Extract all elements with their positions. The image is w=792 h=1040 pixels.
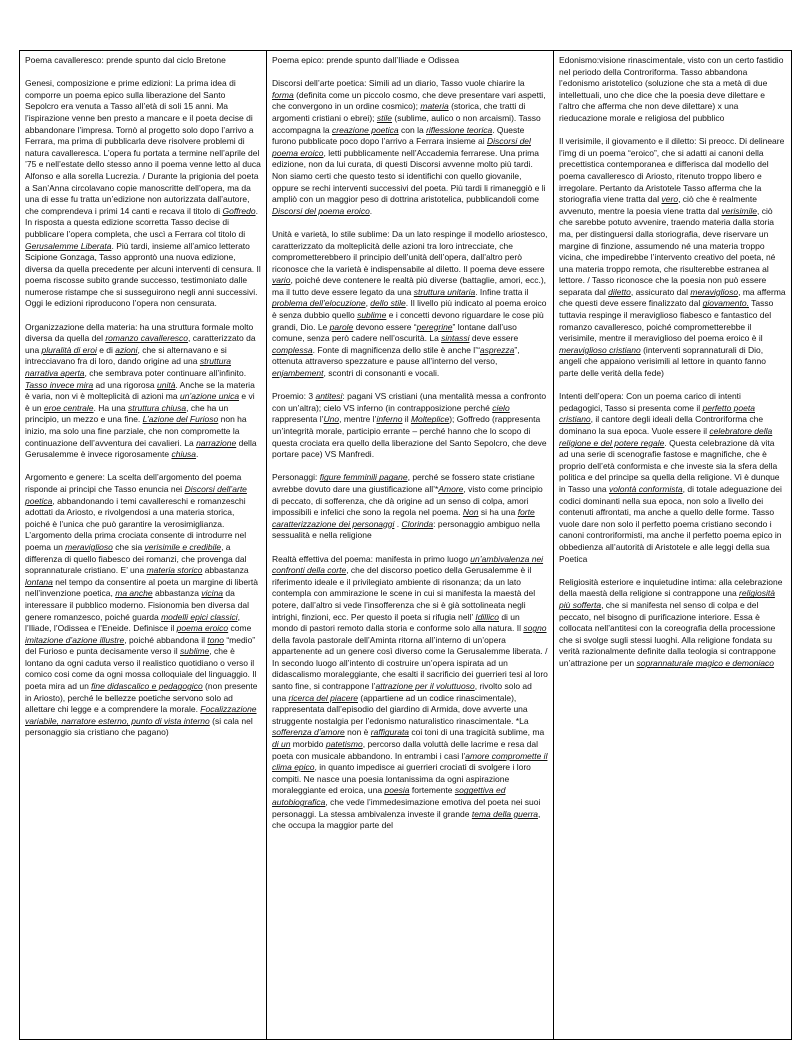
emphasized-term: azioni — [115, 344, 138, 355]
emphasized-term: Amore — [438, 483, 464, 494]
column-epico — [267, 51, 554, 1040]
emphasized-term: materia — [420, 101, 449, 112]
text-run: non è — [344, 727, 371, 738]
text-run: . Anche se la materia è varia, non vi è molteplicità di azioni ma — [25, 379, 255, 402]
text-run: come — [228, 623, 252, 634]
text-run: Edonismo:visione rinascimentale, visto con un certo fastidio nel periodo della Controriforma. Tasso abbandona l’edonismo aristotelico (soluzione che sta a metà di due intellettuali, uno che dice che la poesia deve dilettare e l’altro che afferma che non deve dilettare) x una rieducazione morale e religiosa del pubblico — [559, 55, 784, 123]
emphasized-term: ricerca del piacere — [288, 692, 358, 703]
emphasized-term: Discorsi dell’arte poetica — [25, 483, 247, 506]
paragraph — [272, 78, 548, 217]
text-run: , mentre l’ — [339, 414, 377, 425]
text-run: rappresenta l’ — [272, 414, 324, 425]
text-run: della favola pastorale dell’Aminta ritorna all’interno di un’opera appartenente ad un genere così diverso come la Gerusalemme liberata. / In secondo luogo all’intento di costruire un’opera ispirata ad un didascalismo moraleggiante, che esalti il sacrificio dei guerrieri tesi al loro santo fine, si contrappone l’ — [272, 634, 548, 692]
text-run: . Questa celebrazione dà vita ad una serie di scenografie fastose e magnifiche, che è proprio dell’età conformista e che investe sia la sfera della politica e del principe sa quella della religione. Vi è dunque in Tasso una — [559, 437, 780, 494]
text-run: , visto come principio di peccato, di sofferenza, che dà origine ad un senso di colpa, amori impossibili e infelici che sono la regola nel poema. — [272, 483, 543, 518]
emphasized-term: Focalizzazione variabile, narratore esterno, punto di vista interno — [25, 704, 257, 726]
emphasized-term: parole — [329, 321, 354, 332]
text-run: Il verisimile, il giovamento e il diletto: Si preocc. Di delineare l’img di un poema “eroico”, che si adatti ai canoni della precettistica contemporanea e differisca dal modello del poema cavalleresco di Ariosto, ritenuto troppo libero e irregolare. Pertanto da Aristotele Tasso afferma che la storiografia viene tratta dal — [559, 136, 785, 205]
text-run: ); Goffredo (rappresenta un’integrità morale, participio errante – perché hanno che lo scopo di questa crociata era quello della liberazione del Santo Sepolcro, che deve portare pace) VS Manfredi. — [272, 414, 547, 460]
emphasized-term: Discorsi del poema eroico — [272, 136, 531, 158]
emphasized-term: fine didascalico e pedagogico — [91, 681, 203, 692]
emphasized-term: meraviglioso cristiano — [559, 344, 641, 355]
emphasized-term: meraviglioso — [690, 286, 739, 297]
text-run: Proemio: 3 — [272, 391, 316, 402]
emphasized-term: struttura narrativa aperta — [25, 356, 232, 379]
text-run: , letti pubblicamente nell’Accademia ferrarese. Una prima edizione, non da lui curata, di questi Discorsi avvenne molto più tardi. Non siamo certi che questo testo si identifichi con quello giovanile, oppure se rechi interventi successivi del poeta. Più tardi li rimaneggiò e li ampliò con un maggior peso di dottrina aristotelica, pubblicandoli come — [272, 147, 546, 205]
emphasized-term: Tasso invece mira — [25, 379, 94, 390]
emphasized-term: tema della guerra — [471, 808, 539, 819]
text-run: Personaggi: — [272, 472, 320, 483]
text-run: e di — [96, 344, 116, 355]
text-run: coi toni di una tragicità sublime, ma — [409, 727, 545, 738]
text-run: non ha inizio, ma solo una fine parziale, che non compromette la continuazione dell’avventura dei cavalieri. La — [25, 414, 247, 448]
text-run: da interessare il pubblico moderno. Fisionomia ben diversa dal genere romanzesco, poiché guarda — [25, 588, 249, 622]
text-run: , — [365, 298, 371, 309]
text-run: e i concetti devono riguardare le cose più grandi, Dio. Le — [272, 310, 544, 332]
emphasized-term: attrazione per il voluttuoso — [375, 681, 475, 692]
text-run: “medio” del Furioso e punta decisamente verso il — [25, 634, 256, 657]
emphasized-term: verisimile e credibile — [144, 541, 222, 552]
text-run: abbastanza — [152, 588, 202, 599]
text-run: , poiché deve contenere le realtà più diverse (battaglie, amori, ecc.), ma il tutto deve essere legato da una — [272, 275, 547, 297]
emphasized-term: lontana — [25, 576, 53, 587]
emphasized-term: Idillico — [475, 611, 499, 622]
text-run: , percorso dalla voluttà delle lacrime e resa dal poeta con musicale abbandono. In entrambi i casi l’ — [272, 739, 539, 761]
text-run: (storica, che tratti di argomenti cristiani o ebrei); — [272, 101, 526, 123]
emphasized-term: religiosità più sofferta — [559, 588, 775, 610]
text-run: (interventi soprannaturali di Dio, angeli che appaiono verisimili al lettore in quanto fanno parte delle verità della fede) — [559, 344, 766, 379]
emphasized-term: diletto — [608, 286, 631, 297]
emphasized-term: problema dell’elocuzione — [272, 298, 366, 309]
emphasized-term: un’azione unica — [179, 391, 240, 402]
notes-table — [19, 50, 792, 1040]
text-run: . Il livello più indicato al poema eroico è senza dubbio quello — [272, 298, 547, 321]
text-run: il — [402, 414, 411, 425]
text-run: , abbandonando i temi cavallereschi e romanzeschi adottati da Ariosto, e rivolgendosi a una materia storica, poiché è l’unica che può garantire la verosimiglianza. L’argomento della prima crociata consente di introdurre nel poema un — [25, 495, 247, 552]
text-run: , scontri di consonanti e vocali. — [323, 368, 440, 379]
text-run: , il cantore degli ideali della Controriforma che dominano la sua epoca. Vuole essere il — [559, 414, 764, 436]
paragraph — [25, 472, 261, 739]
emphasized-term: riflessione teorica — [426, 124, 493, 135]
emphasized-term: poema eroico — [176, 623, 229, 634]
emphasized-term: soprannaturale magico e demoniaco — [636, 657, 775, 668]
text-run: Genesi, composizione e prime edizioni: La prima idea di comporre un poema epico sulla liberazione del Santo Sepolcro era venuta a Tasso all’età di soli 15 anni. Ma l’ispirazione venne ben presto a mancare e il poeta decise di abbandonare l’impresa. Tornò al progetto solo dopo l’arrivo a Ferrara, ma prima di pubblicarla deve risolvere problemi di natura cavalleresca. L’opera fu portata a termine nell’aprile del ’75 e nell’estate dello stesso anno il poema venne letto al duca Alfonso e alla sorella Lucrezia. / Durante la prigionia del poeta a San’Anna circolavano copie manoscritte dell’opera, ma da una di esse fu tratta un’edizione non autorizzata dall’autore, che comprendeva i primi 14 canti e recava il titolo di — [25, 78, 261, 216]
text-run: , rivolto solo ad una — [272, 681, 532, 703]
emphasized-term: peregrine — [416, 321, 453, 332]
emphasized-term: sintassi — [441, 333, 470, 344]
emphasized-term: complessa — [272, 344, 313, 355]
text-run: . In risposta a questa edizione scorretta Tasso decise di pubblicare l’opera completa, che uscì a Ferrara col titolo di — [25, 205, 258, 239]
text-run: e vi è un — [25, 391, 255, 413]
text-run: , perché se fossero state cristiane avrebbe dovuto dare una giustificazione all’* — [272, 472, 535, 494]
paragraph — [559, 55, 786, 125]
text-run: . Ha una — [93, 402, 129, 413]
column-content — [25, 55, 261, 1033]
text-run: , di totale adeguazione dei codici dominanti nella sua epoca, non solo a livello dei contenuti affrontati, ma anche a quello delle forme. Tasso vuole dare non solo il perfetto poema cristiano secondo i canoni controriformisti, ma anche il perfetto poema epico in obbedienza all’autorità di Aristotele e alle leggi della sua Poetica — [559, 483, 782, 564]
column-content — [559, 55, 786, 1033]
column-content — [272, 55, 548, 1033]
text-run: , ciò che è realmente avvenuto, mentre la poesia viene tratta dal — [559, 194, 757, 216]
emphasized-term: unità — [156, 379, 176, 390]
emphasized-term: Molteplice — [410, 414, 450, 425]
emphasized-term: ma anche — [115, 588, 153, 599]
paragraph — [272, 391, 548, 461]
text-run: , ma afferma che questi deve essere finalizzato dal — [559, 286, 786, 309]
emphasized-term: creazione poetica — [332, 124, 399, 135]
text-run: . — [369, 205, 373, 216]
emphasized-term: raffigurata — [370, 727, 410, 738]
text-run: morbido — [290, 739, 326, 750]
text-run: Religiosità esteriore e inquietudine intima: alla celebrazione della maestà della religione si contrappone una — [559, 576, 783, 599]
text-run: . Queste furono pubblicate poco dopo l’arrivo a Ferrara insieme ai — [272, 124, 525, 147]
text-run: , che ha un principio, un mezzo e una fine. — [25, 402, 229, 425]
text-run: si ha una — [478, 507, 518, 518]
emphasized-term: enjambement — [272, 368, 324, 379]
emphasized-term: meraviglioso — [65, 541, 113, 552]
emphasized-term: inferno — [376, 414, 403, 425]
text-run: nel tempo da consentire al poeta un margine di libertà nell’invenzione poetica, — [25, 576, 258, 599]
emphasized-term: imitazione d’azione illustre — [25, 634, 125, 645]
emphasized-term: giovamento. — [702, 298, 749, 309]
text-run: devono essere “ — [353, 321, 417, 332]
emphasized-term: vicina — [201, 588, 224, 599]
emphasized-term: Discorsi del poema eroico — [272, 205, 370, 216]
text-run: (definita come un piccolo cosmo, che deve presentare vari aspetti, che convergono in un ordine cosmico); — [272, 89, 546, 112]
emphasized-term: cielo — [492, 402, 510, 413]
text-run: Organizzazione della materia: ha una struttura formale molto diversa da quella del — [25, 321, 254, 344]
emphasized-term: struttura unitaria — [413, 286, 476, 297]
emphasized-term: un’ambivalenza nei confronti della corte — [272, 553, 544, 576]
paragraph — [272, 554, 548, 832]
emphasized-term: tono — [207, 634, 224, 645]
emphasized-term: vero — [661, 194, 679, 205]
text-run: , l’Iliade, l’Odissea e l’Eneide. Definisce il — [25, 611, 240, 634]
emphasized-term: forte caratterizzazione dei personaggi — [272, 507, 535, 529]
text-run: Realtà effettiva del poema: manifesta in primo luogo — [272, 553, 471, 564]
emphasized-term: L’azione del Furioso — [142, 414, 219, 425]
emphasized-term: struttura chiusa — [128, 402, 187, 413]
emphasized-term: materia storico — [146, 565, 203, 576]
emphasized-term: antitesi — [315, 391, 343, 402]
paragraph — [559, 577, 786, 670]
text-run: , che è lontano da ogni caduta verso il realistico quotidiano o verso il comico cosi come da ogni mossa colloquiale del linguaggio. Il poeta mira ad un — [25, 646, 257, 692]
emphasized-term: pluralità di eroi — [41, 344, 97, 355]
text-run: deve essere — [469, 333, 519, 344]
text-run: (sublime, aulico o non arcaismi). Tasso accompagna la — [272, 112, 541, 135]
emphasized-term: verisimile — [721, 205, 757, 216]
text-run: , ciò che sarebbe potuto avvenire, traendo materia dalla storia ma, per distinguersi dalla storiografia, deve riservare un margine di finzione, assumendo né una materia troppo vicina, che impedirebbe l’intervento creativo del poeta, né una materia troppo remota, che risulterebbe estranea al lettore. / Tasso riconosce che la poesia non può essere separata dal — [559, 205, 776, 297]
emphasized-term: romanzo cavalleresco — [105, 333, 189, 344]
paragraph — [272, 229, 548, 380]
text-run: Tasso tuttavia respinge il meraviglioso fiabesco e fantastico del romanzo cavalleresco, poiché comprometterebbe il verisimile, mentre il meraviglioso del poema eroico è il — [559, 298, 774, 344]
text-run: Discorsi dell’arte poetica: Simili ad un diario, Tasso vuole chiarire la — [272, 78, 525, 89]
emphasized-term: forma — [272, 89, 294, 100]
emphasized-term: sogno — [523, 623, 547, 634]
emphasized-term: patetismo — [325, 739, 363, 750]
text-run: di un mondo di pastori remoto dalla storia e conforme solo alla natura. Il — [272, 611, 524, 634]
text-run: ” lontane dall’uso comune, senza però cadere nell’oscurità. La — [272, 321, 517, 344]
emphasized-term: sofferenza d’amore — [272, 727, 345, 738]
emphasized-term: modelli epici classici — [161, 611, 238, 622]
text-run: ”, ottenuta attraverso spezzature e pause all’interno del verso, — [272, 344, 520, 367]
paragraph — [272, 472, 548, 542]
text-run: che sia — [112, 541, 145, 552]
emphasized-term: dello stile — [370, 298, 406, 309]
paragraph — [559, 391, 786, 565]
column-heading: Poema cavalleresco: prende spunto dal ciclo Bretone — [25, 55, 226, 65]
paragraph — [559, 136, 786, 379]
text-run: , assicurato dal — [630, 286, 691, 297]
text-run: con la — [398, 124, 427, 135]
text-run: ad una rigorosa — [93, 379, 157, 390]
emphasized-term: perfetto poeta cristiano — [559, 402, 755, 425]
emphasized-term: stile — [376, 112, 393, 123]
text-run: . Più tardi, insieme all’amico letterato Scipione Gonzaga, Tasso approntò una nuova edizione, diversa da quella precedente per alcuni interventi di censura. Il poema riscosse subito grande successo, testimoniato dalle numerose ristampe che si susseguirono negli anni successivi. Oggi le edizioni riproducono l’opera non censurata. — [25, 240, 261, 309]
text-run: , che si manifesta nel senso di colpa e del peccato, nel bisogno di purificazione interiore. Essa è collocata nell’antitesi con la coreografia della processione che si svolge sugli stessi luoghi. Alla religione fondata su verità razionalmente definite dalla teologia si contrappone un’attrazione per un — [559, 599, 776, 668]
emphasized-term: volontà conformista — [608, 483, 683, 494]
text-run: , in quanto impedisce ai guerrieri crociati di svolgere i loro compiti. Ne nasce una poesia lontanissima da ogni aspirazione moraleggiante ed eroica, una — [272, 762, 531, 796]
emphasized-term: vario — [272, 275, 291, 286]
text-run: . Fonte di magnificenza dello stile è anche l’“ — [312, 344, 480, 355]
emphasized-term: eroe centrale — [43, 402, 94, 413]
text-run: , poiché abbandona il — [124, 634, 208, 645]
text-run: : pagani VS cristiani (una mentalità messa a confronto con un’altra); cielo VS inferno (in contrapposizione perché — [272, 391, 547, 413]
emphasized-term: soggettiva ed autobiografica — [272, 785, 506, 807]
text-run: , che si alternavano e si intrecciavano fra di loro, dando origine ad una — [25, 344, 227, 367]
text-run: (si cala nel personaggio sia cristiano che pagano) — [25, 715, 253, 738]
emphasized-term: Clorinda — [401, 518, 434, 529]
text-run: , che vede l’immedesimazione emotiva del poeta nei suoi personaggi. La stessa ambivalenza investe il grande — [272, 797, 541, 819]
emphasized-term: Uno — [323, 414, 340, 425]
text-run: abbastanza — [202, 565, 249, 576]
paragraph — [25, 78, 261, 310]
emphasized-term: asprezza — [479, 344, 515, 355]
column-heading: Poema epico: prende spunto dall’Iliade e Odissea — [272, 55, 460, 65]
text-run: . — [394, 518, 402, 529]
text-run: , caratterizzato da una — [25, 333, 256, 355]
column-edonismo — [554, 51, 792, 1040]
text-run: , che occupa la maggior parte del — [272, 808, 541, 831]
text-run: , a differenza di quello fiabesco dei romanzi, che provenga dal soprannaturale cristiano. E’ una — [25, 541, 247, 576]
emphasized-term: narrazione — [196, 437, 237, 448]
text-run: , che sembrava poter continuare all’infinito. — [84, 368, 247, 379]
emphasized-term: Non — [462, 507, 479, 518]
text-run: : personaggio ambiguo nella sessualità e nella religione — [272, 518, 540, 541]
text-run: della Gerusalemme è invece rigorosamente — [25, 437, 257, 460]
emphasized-term: sublime — [357, 310, 387, 321]
emphasized-term: Gerusalemme Liberata — [25, 240, 112, 251]
emphasized-term: Goffredo — [222, 205, 256, 216]
emphasized-term: celebratore della religione e del potere regale — [559, 426, 773, 448]
emphasized-term: poesia — [384, 785, 410, 796]
emphasized-term: figure femminili pagane — [319, 472, 408, 483]
text-run: fortemente — [409, 785, 455, 796]
text-run: Unità e varietà, lo stile sublime: Da un lato respinge il modello ariostesco, caratterizzato da molteplicità delle azioni tra loro intrecciate, che comprometterebbero il principio dell’unità dell’opera, dall’altro però riconosce che la varietà è indispensabile al diletto. Il poema deve essere — [272, 228, 548, 274]
text-run: , che del discorso poetico della Gerusalemme è il riferimento ideale e il privilegiato ambiente di risonanza; da un lato contempla con ammirazione le scene in cui si manifesta la maestà del potere, dall’altro si vede l’insofferenza che si è già sottolineata negli intrighi, finzioni, ecc. Per questo il poeta si rifugia nell’ — [272, 565, 536, 622]
text-run: Argomento e genere: La scelta dell’argomento del poema risponde ai principi che Tasso enuncia nei — [25, 472, 242, 494]
text-run: . — [196, 449, 199, 460]
column-cavalleresco — [20, 51, 267, 1040]
notes-row — [20, 51, 792, 1040]
emphasized-term: amore compromette il clima epico — [272, 750, 548, 773]
text-run: . Infine tratta il — [475, 286, 529, 297]
emphasized-term: sublime — [179, 646, 210, 657]
text-run: (appartiene ad un codice rinascimentale), rappresentata dall’episodio del giardino di Armida, dove avverte una struggente nostalgia per l’edonismo naturalistico rinascimentale. *La — [272, 692, 529, 726]
paragraph — [25, 322, 261, 461]
text-run: (non presente in Ariosto), perché le bellezze poetiche servono solo ad allettare chi legge e a comprendere la morale. — [25, 681, 258, 715]
emphasized-term: chiusa — [171, 449, 197, 460]
emphasized-term: di un — [272, 739, 291, 750]
text-run: Intenti dell’opera: Con un poema carico di intenti pedagogici, Tasso si presenta come il — [559, 391, 741, 413]
